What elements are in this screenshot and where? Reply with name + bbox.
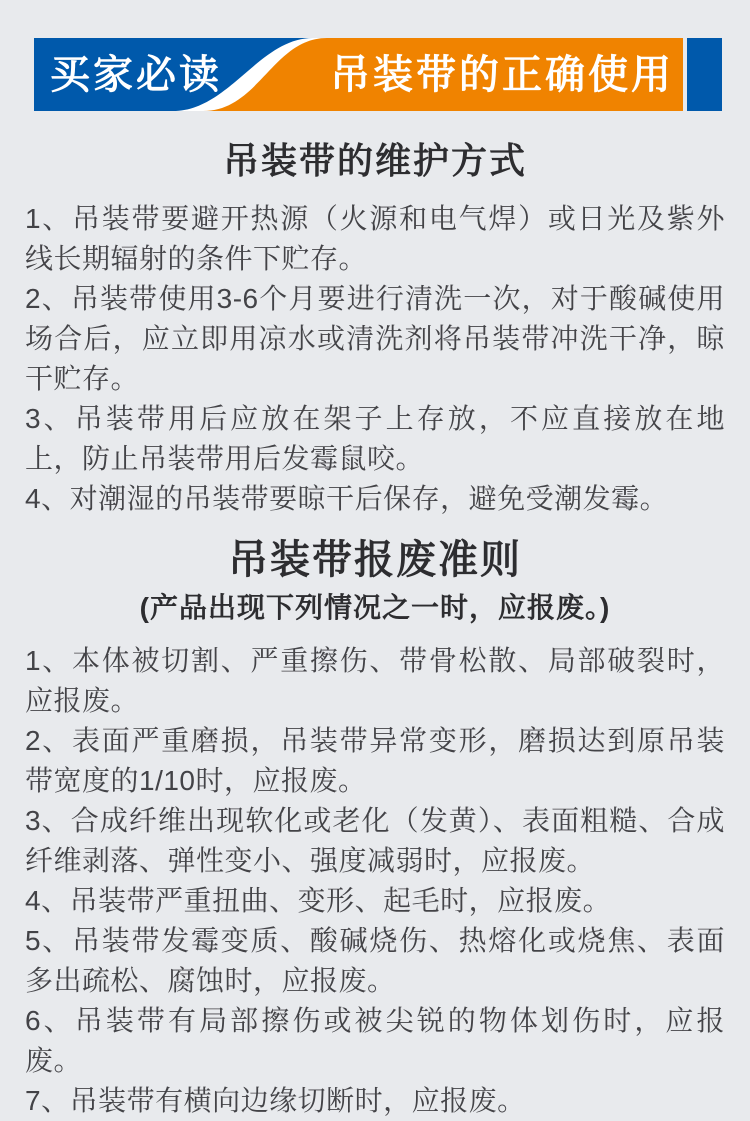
list-item: 4、对潮湿的吊装带要晾干后保存，避免受潮发霉。 [25, 483, 669, 514]
scrap-list [25, 641, 725, 1121]
maintenance-list [25, 199, 725, 519]
scrap-subtitle: (产品出现下列情况之一时，应报废。) [139, 592, 611, 623]
content [0, 139, 750, 1121]
list-item: 7、吊装带有横向边缘切断时，应报废。 [25, 1085, 526, 1116]
banner-ribbon [34, 38, 683, 111]
list-item: 3、合成纤维出现软化或老化（发黄）、表面粗糙、合成纤维剥落、弹性变小、强度减弱时，应报废。 [25, 805, 725, 876]
banner-end-bar [687, 38, 722, 111]
list-item: 1、吊装带要避开热源（火源和电气焊）或日光及紫外线长期辐射的条件下贮存。 [25, 203, 725, 274]
scrap-title: 吊装带报废准则 [228, 538, 522, 582]
scrap-section [25, 535, 725, 1121]
list-item: 6、吊装带有局部擦伤或被尖锐的物体划伤时，应报废。 [25, 1005, 725, 1076]
list-item: 3、吊装带用后应放在架子上存放，不应直接放在地上，防止吊装带用后发霉鼠咬。 [25, 403, 725, 474]
list-item: 5、吊装带发霉变质、酸碱烧伤、热熔化或烧焦、表面多出疏松、腐蚀时，应报废。 [25, 925, 725, 996]
maintenance-section [25, 139, 725, 519]
list-item: 2、吊装带使用3-6个月要进行清洗一次，对于酸碱使用场合后，应立即用凉水或清洗剂将吊装带冲洗干净，晾干贮存。 [25, 283, 725, 394]
banner-left-label: 买家必读 [50, 52, 222, 97]
header-banner [34, 38, 722, 111]
list-item: 1、本体被切割、严重擦伤、带骨松散、局部破裂时，应报废。 [25, 645, 725, 716]
list-item: 2、表面严重磨损，吊装带异常变形，磨损达到原吊装带宽度的1/10时，应报废。 [25, 725, 725, 796]
maintenance-title: 吊装带的维护方式 [222, 140, 527, 181]
banner-right-label: 吊装带的正确使用 [330, 52, 674, 97]
list-item: 4、吊装带严重扭曲、变形、起毛时，应报废。 [25, 885, 612, 916]
